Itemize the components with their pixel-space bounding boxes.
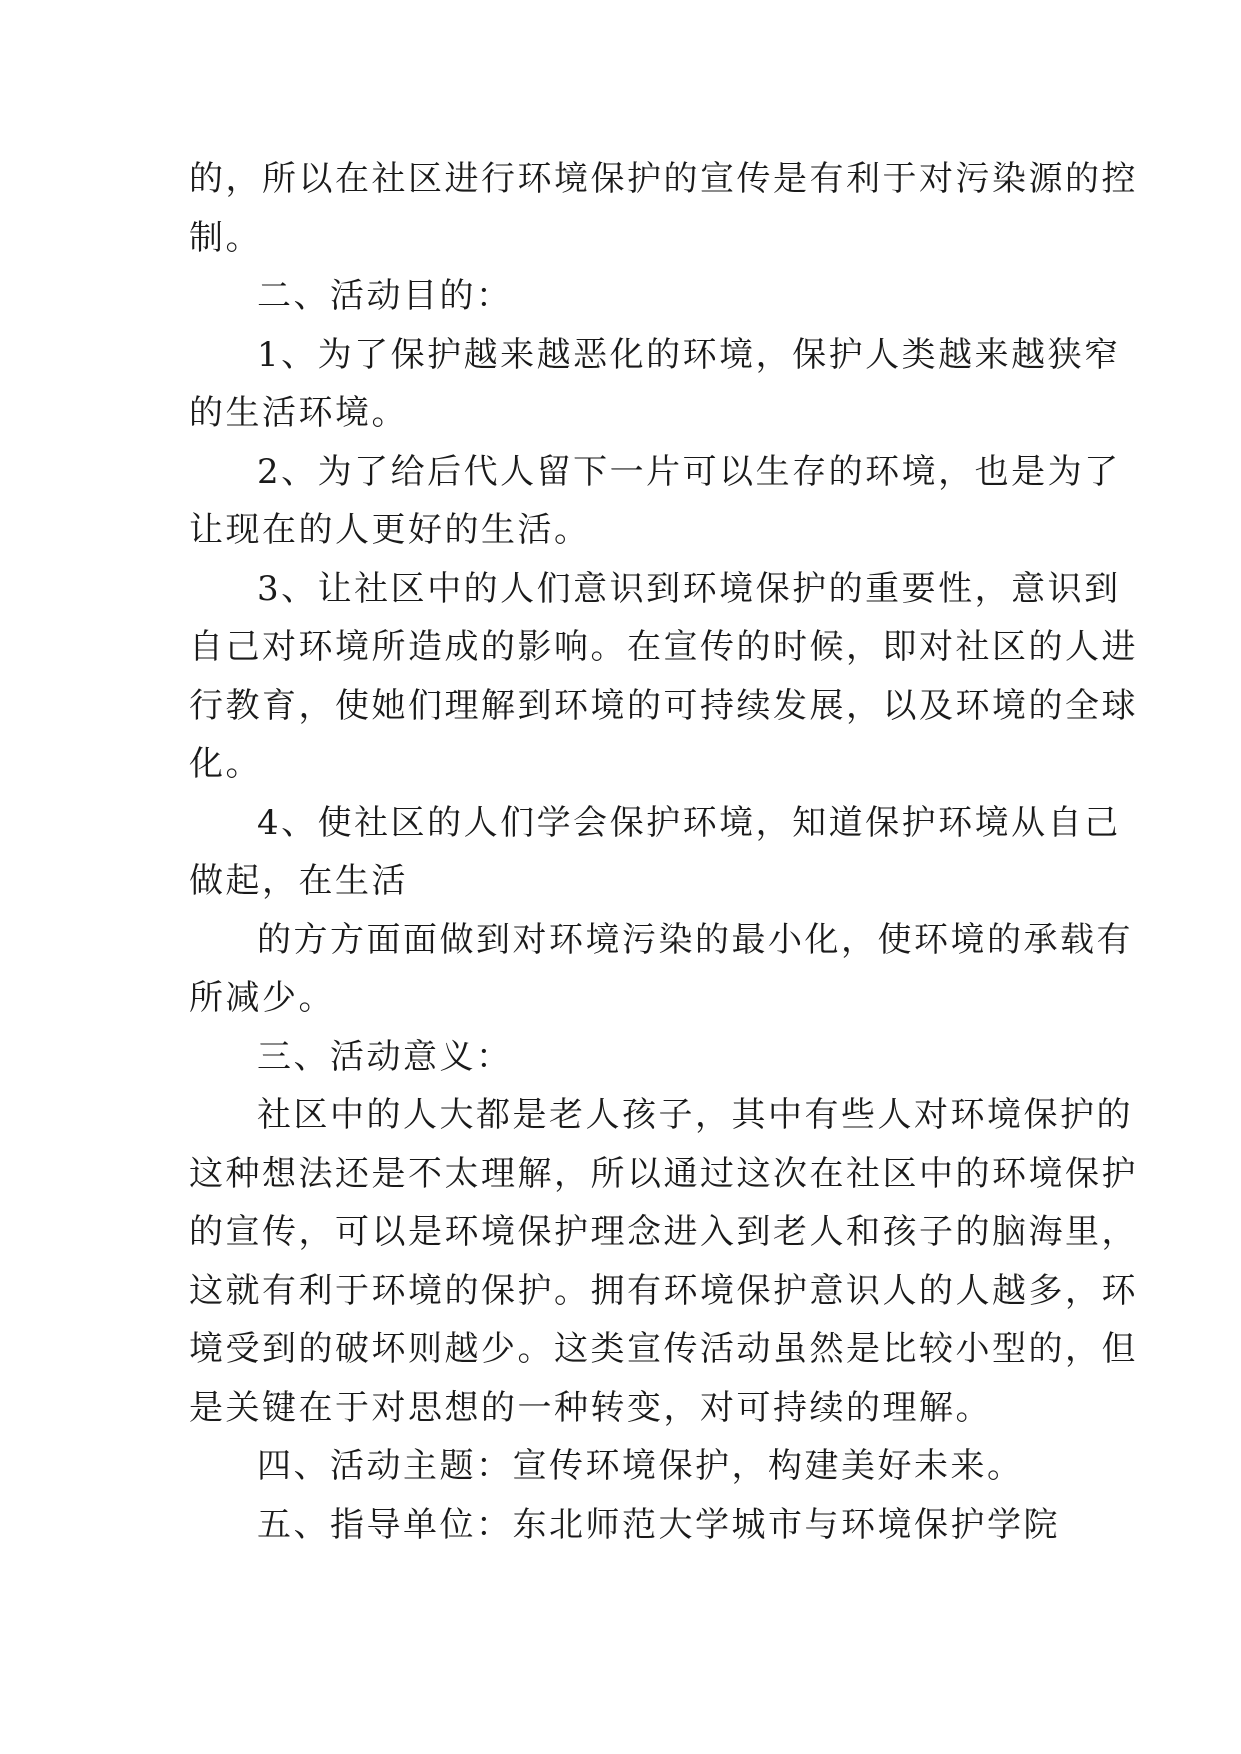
text-line-12: 4、使社区的人们学会保护环境，知道保护环境从自己	[257, 802, 1121, 843]
text-line-10: 行教育，使她们理解到环境的可持续发展，以及环境的全球	[189, 685, 1138, 726]
text-line-4: 1、为了保护越来越恶化的环境，保护人类越来越狭窄	[257, 334, 1121, 375]
text-line-22: 是关键在于对思想的一种转变，对可持续的理解。	[189, 1387, 992, 1428]
text-line-17: 社区中的人大都是老人孩子，其中有些人对环境保护的	[257, 1095, 1133, 1135]
text-line-9: 自己对环境所造成的影响。在宣传的时候，即对社区的人进	[189, 627, 1138, 667]
text-line-8: 3、让社区中的人们意识到环境保护的重要性，意识到	[257, 568, 1121, 609]
text-line-21: 境受到的破坏则越少。这类宣传活动虽然是比较小型的，但	[189, 1329, 1138, 1369]
text-line-11: 化。	[189, 744, 262, 784]
text-line-13: 做起，在生活	[189, 861, 408, 901]
text-line-1: 的，所以在社区进行环境保护的宣传是有利于对污染源的控	[189, 159, 1138, 199]
section-heading-objectives: 二、活动目的：	[257, 276, 513, 316]
section-heading-theme: 四、活动主题：宣传环境保护，构建美好未来。	[257, 1446, 1024, 1486]
text-line-20: 这就有利于环境的保护。拥有环境保护意识人的人越多，环	[189, 1270, 1138, 1311]
text-line-14: 的方方面面做到对环境污染的最小化，使环境的承载有	[257, 919, 1133, 960]
section-heading-significance: 三、活动意义：	[257, 1036, 513, 1077]
text-line-19: 的宣传，可以是环境保护理念进入到老人和孩子的脑海里，	[189, 1212, 1138, 1252]
section-heading-guidance-unit: 五、指导单位：东北师范大学城市与环境保护学院	[257, 1504, 1060, 1545]
text-line-18: 这种想法还是不太理解，所以通过这次在社区中的环境保护	[189, 1153, 1138, 1194]
text-line-7: 让现在的人更好的生活。	[189, 510, 591, 550]
document-page	[189, 150, 1138, 1554]
text-line-5: 的生活环境。	[189, 393, 408, 433]
text-line-6: 2、为了给后代人留下一片可以生存的环境，也是为了	[257, 451, 1121, 492]
text-line-15: 所减少。	[189, 978, 335, 1018]
text-line-2: 制。	[189, 217, 262, 258]
